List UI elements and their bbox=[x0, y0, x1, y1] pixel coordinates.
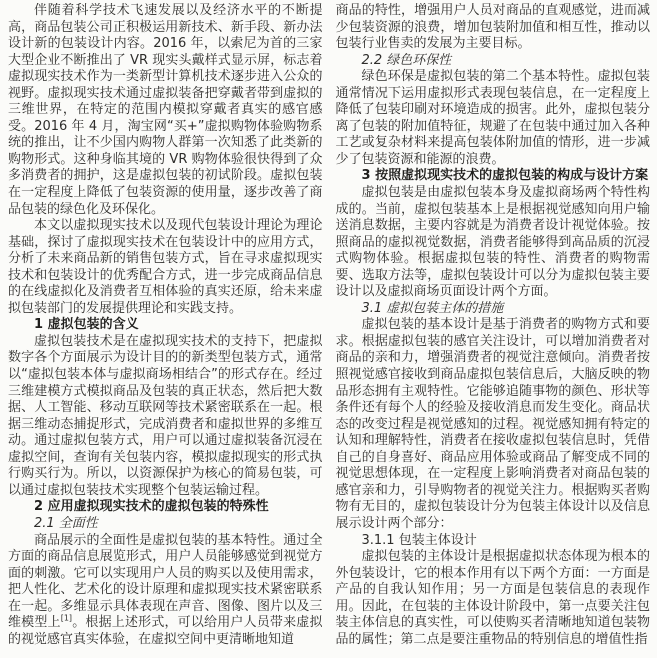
section-3-1-1-paragraph: 虚拟包装的主体设计是根据虚拟状态体现为根本的外包装设计，它的根本作用有以下两个方面：一方面是产品的自我认知作用；另一方面是包装信息的表现作用。因此，在包装的主体设计阶段中，第一点要关注包装主体信息的真实性，可以使购买者清晰地知道包装物品的属性；第二点是要注重物品的特别信息的增值性指 bbox=[335, 549, 650, 647]
section-2-heading: 2 应用虚拟现实技术的虚拟包装的特殊性 bbox=[34, 499, 269, 515]
section-1-paragraph: 虚拟包装技术是在虚拟现实技术的支持下，把虚拟数字各个方面展示为设计目的的新类型包装方式，通常以“虚拟包装本体与虚拟商场相结合”的形式存在。经过三维建模方式模拟商品及包装的真正状态，然后把大数据、人工智能、移动互联网等技术紧密联系在一起。根据三维动态捕捉形式，完成消费者和虚拟世界的多维互动。通过虚拟包装方式，用户可以通过虚拟装备沉浸在虚拟空间，查询有关包装内容，模拟虚拟现实的形式执行购买行为。所以，以资源保护为核心的简易包装，可以通过虚拟包装技术实现整个包装运输过程。 bbox=[8, 333, 323, 498]
paragraph-text-after-citation: 。根据上述形式，可以给用户人员带来虚拟的视觉感官真实体验，在虚拟空间中更清晰地知道 bbox=[8, 615, 323, 647]
section-2-2-paragraph: 绿色环保是虚拟包装的第二个基本特性。虚拟包装通常情况下运用虚拟形式表现包装信息，在一定程度上降低了包装印刷对环境造成的损害。此外，虚拟包装分离了包装的附加值特征，规避了在包装中通过加入各种工艺或复杂材料来提高包装体附加值的情形，进一步减少了包装资源和能源的浪费。 bbox=[335, 69, 650, 167]
right-column bbox=[336, 3, 651, 658]
section-3-1-paragraph: 虚拟包装的基本设计是基于消费者的购物方式和要求。根据虚拟包装的感官关注设计，可以增加消费者对商品的亲和力，增强消费者的视觉注意倾向。消费者按照视觉感官接收到商品虚拟包装信息后，大脑反映的物品形态拥有主观特性。它能够追随事物的颜色、形状等条件还有每个人的经验及接收消息而发生变化。商品状态的改变过程是视觉感知的过程。视觉感知拥有特定的认知和理解特性，消费者在接收虚拟包装信息时，凭借自己的自身喜好、商品应用体验或商品了解变成不同的视觉思想体现，在一定程度上影响消费者对商品包装的感官亲和力，引导购物者的视觉关注力。根据购买者购物有无目的，虚拟包装设计分为包装主体设计以及信息展示设计两个部分： bbox=[335, 317, 650, 531]
section-3-paragraph: 虚拟包装是由虚拟包装本身及虚拟商场两个特性构成的。当前，虚拟包装基本上是根据视觉感知向用户输送消息数据，主要内容就是为消费者设计视觉体验。按照商品的虚拟视觉数据，消费者能够得到高品质的沉浸式购物体验。根据虚拟包装的特性、消费者的购物需要、选取方法等，虚拟包装设计可以分为虚拟包装主要设计以及虚拟商场页面设计两个方面。 bbox=[335, 185, 650, 300]
section-3-1-subheading: 3.1 虚拟包装主体的措施 bbox=[361, 300, 504, 316]
left-column bbox=[8, 3, 323, 658]
section-1-heading: 1 虚拟包装的含义 bbox=[34, 317, 139, 333]
paragraph-text-before-citation: 商品展示的全面性是虚拟包装的基本特性。通过全方面的商品信息展览形式，用户人员能够感觉到视觉方面的刺激。它可以实现用户人员的购买以及使用需求，把人性化、艺术化的设计原理和虚拟现实技术紧密联系在一起。多维显示具体表现在声音、图像、图片以及三维模型上 bbox=[8, 532, 323, 631]
intro-paragraph-2: 本文以虚拟现实技术以及现代包装设计理论为理论基础，探讨了虚拟现实技术在包装设计中的应用方式，分析了未来商品新的销售包装方式，旨在寻求虚拟现实技术和包装设计的优秀配合方式，进一步完成商品信息的在线虚拟化及消费者互相体验的真实还原，给未来虚拟包装部门的发展提供理论和实践支持。 bbox=[8, 218, 323, 316]
section-2-2-subheading: 2.2 绿色环保性 bbox=[361, 52, 452, 68]
citation-reference-1: [1] bbox=[60, 613, 73, 623]
section-2-1-paragraph bbox=[8, 533, 323, 649]
section-2-1-paragraph-continued: 商品的特性，增强用户人员对商品的直观感觉，进而减少包装资源的浪费，增加包装附加值和相互性，推动以包装行业售卖的发展为主要目标。 bbox=[335, 3, 650, 52]
section-2-1-subheading: 2.1 全面性 bbox=[34, 515, 98, 531]
intro-paragraph-1: 伴随着科学技术飞速发展以及经济水平的不断提高，商品包装公司正积极运用新技术、新手段、新办法设计新的包装设计内容。2016 年，以索尼为首的三家大型企业不断推出了 VR 现实头戴样式显示屏，标志着虚拟现实技术作为一类新型计算机技术逐步进入公众的视野。虚拟现实技术通过虚拟装备把穿戴者带到虚拟的三维世界，在特定的范围内模拟穿戴者真实的感官感受。2016 年 4 月，淘宝网“买+”虚拟购物体验购物系统的推出，让不少国内购物人群第一次知悉了此类新的购物形式。这种身临其境的 VR 购物体验很快得到了众多消费者的拥护，这是虚拟包装的初试阶段。虚拟包装在一定程度上降低了包装资源的使用量，逐步改善了商品包装的绿色化及环保化。 bbox=[8, 3, 323, 217]
section-3-1-1-subheading: 3.1.1 包装主体设计 bbox=[361, 532, 477, 548]
section-3-heading: 3 按照虚拟现实技术的虚拟包装的构成与设计方案 bbox=[361, 168, 649, 184]
